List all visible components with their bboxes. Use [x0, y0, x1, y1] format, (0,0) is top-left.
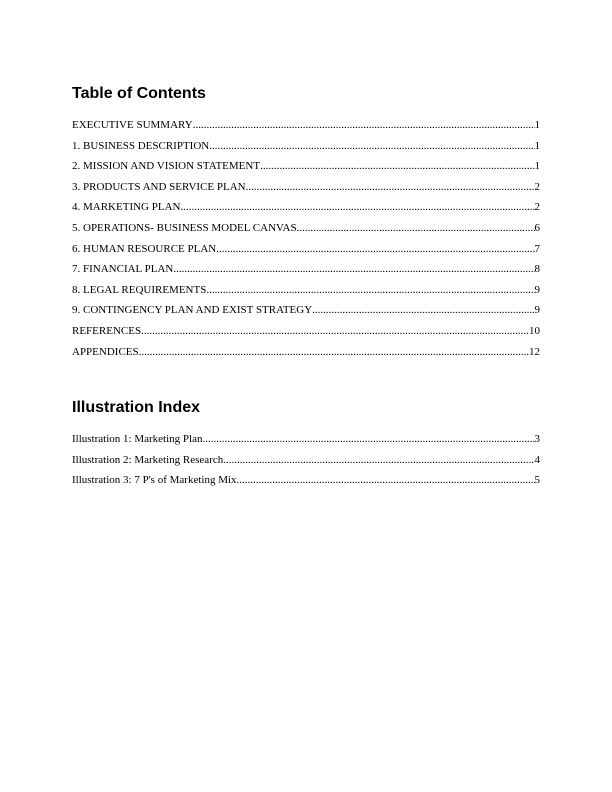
dot-leader: [173, 259, 534, 280]
dot-leader: [237, 470, 535, 491]
dot-leader: [223, 450, 534, 471]
dot-leader: [260, 156, 534, 177]
toc-entry-mission-vision[interactable]: [72, 156, 540, 177]
dot-leader: [139, 342, 529, 363]
illustration-entry-label: Illustration 1: Marketing Plan: [72, 433, 203, 445]
illustration-entry-label: Illustration 2: Marketing Research: [72, 453, 224, 466]
toc-entry-page: 10: [529, 324, 540, 337]
toc-entry-label: 1. BUSINESS DESCRIPTION: [72, 139, 210, 152]
toc-entry-page: 6: [534, 221, 540, 234]
toc-entry-label: REFERENCES: [72, 324, 142, 337]
toc-entry-legal-requirements[interactable]: [72, 280, 540, 301]
toc-entry-label: 6. HUMAN RESOURCE PLAN: [72, 242, 217, 255]
dot-leader: [193, 115, 535, 136]
illustration-index-title: Illustration Index: [72, 399, 201, 416]
toc-entry-page: 7: [534, 242, 540, 255]
toc-entry-executive-summary[interactable]: [72, 115, 540, 136]
toc-entry-label: 9. CONTINGENCY PLAN AND EXIST STRATEGY: [72, 304, 313, 317]
toc-entry-label: 5. OPERATIONS- BUSINESS MODEL CANVAS: [72, 221, 297, 234]
toc-entry-page: 8: [534, 263, 540, 276]
illustration-entry-marketing-mix[interactable]: [72, 470, 540, 491]
toc-list: [72, 115, 540, 362]
toc-entry-label: APPENDICES: [72, 345, 139, 358]
toc-entry-references[interactable]: [72, 321, 540, 342]
dot-leader: [297, 218, 535, 239]
toc-entry-page: 2: [534, 201, 540, 214]
illustration-entry-page: 4: [534, 453, 540, 466]
illustration-entry-marketing-plan[interactable]: [72, 429, 540, 450]
dot-leader: [180, 197, 534, 218]
toc-entry-label: 8. LEGAL REQUIREMENTS: [72, 283, 207, 296]
illustration-entry-page: 3: [534, 433, 540, 445]
toc-entry-label: 2. MISSION AND VISION STATEMENT: [72, 160, 261, 173]
toc-entry-page: 1: [534, 139, 540, 152]
toc-entry-products-service[interactable]: [72, 177, 540, 198]
toc-entry-page: 9: [534, 304, 540, 317]
illustration-index-list: [72, 429, 540, 491]
toc-entry-page: 1: [534, 119, 540, 131]
toc-entry-page: 1: [534, 160, 540, 173]
toc-entry-operations[interactable]: [72, 218, 540, 239]
dot-leader: [246, 177, 535, 198]
toc-entry-appendices[interactable]: [72, 342, 540, 363]
toc-entry-marketing-plan[interactable]: [72, 197, 540, 218]
toc-entry-financial-plan[interactable]: [72, 259, 540, 280]
illustration-entry-label: Illustration 3: 7 P's of Marketing Mix: [72, 474, 237, 487]
dot-leader: [216, 239, 534, 260]
dot-leader: [312, 300, 534, 321]
dot-leader: [206, 280, 534, 301]
toc-entry-page: 9: [534, 283, 540, 296]
toc-title: Table of Contents: [72, 85, 206, 102]
toc-entry-page: 2: [534, 180, 540, 193]
toc-entry-label: 7. FINANCIAL PLAN: [72, 263, 174, 276]
toc-entry-label: EXECUTIVE SUMMARY: [72, 119, 193, 131]
dot-leader: [202, 429, 534, 450]
toc-entry-label: 4. MARKETING PLAN: [72, 201, 181, 214]
toc-entry-business-description[interactable]: [72, 136, 540, 157]
illustration-entry-marketing-research[interactable]: [72, 450, 540, 471]
illustration-entry-page: 5: [534, 474, 540, 487]
toc-entry-label: 3. PRODUCTS AND SERVICE PLAN: [72, 180, 246, 193]
toc-entry-contingency-plan[interactable]: [72, 300, 540, 321]
dot-leader: [141, 321, 529, 342]
dot-leader: [209, 136, 534, 157]
toc-entry-page: 12: [529, 345, 540, 358]
toc-entry-human-resource[interactable]: [72, 239, 540, 260]
